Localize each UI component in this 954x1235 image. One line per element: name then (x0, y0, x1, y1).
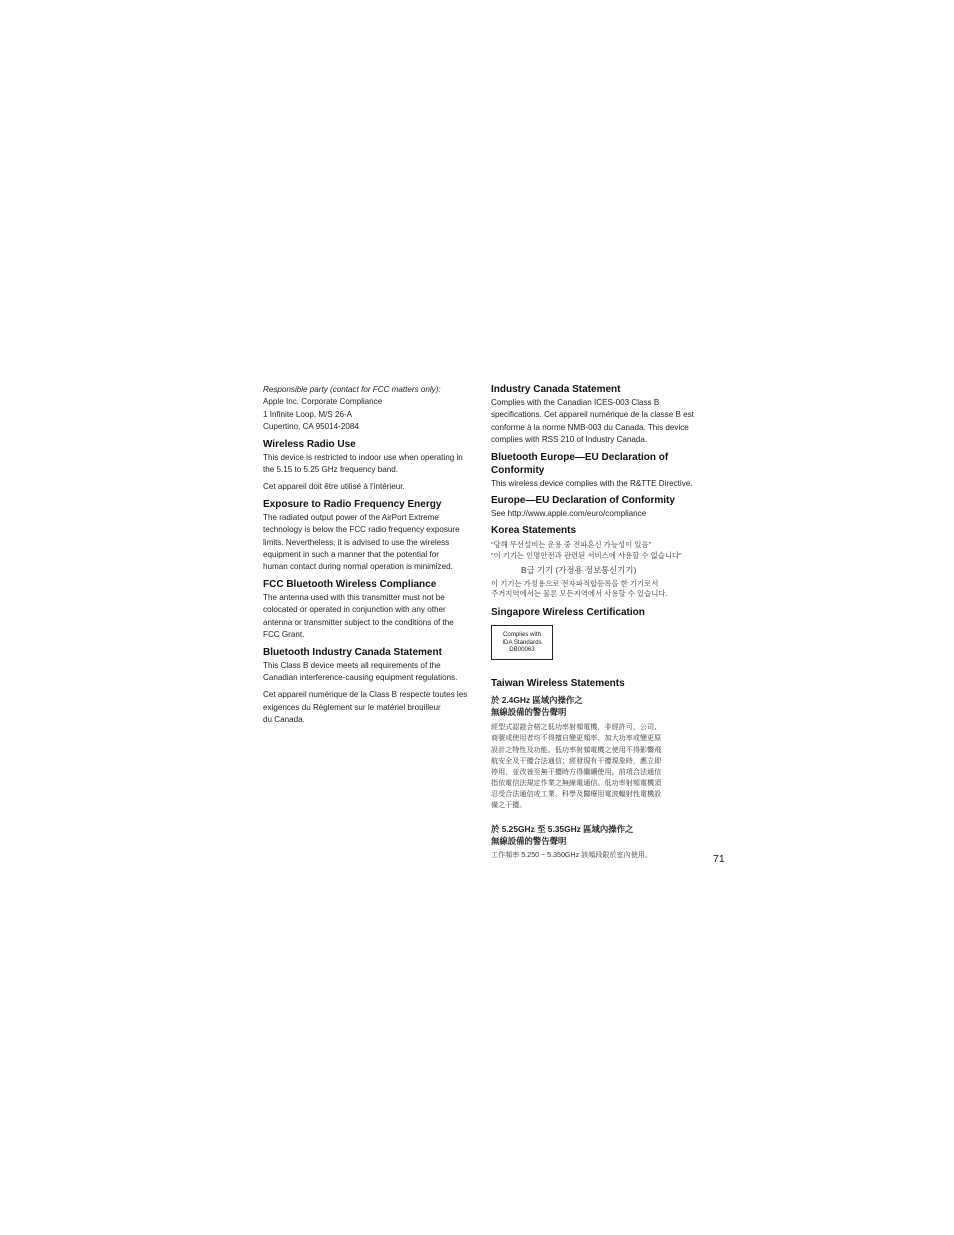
paragraph-line: Complies with the Canadian ICES-003 Class B (491, 398, 660, 407)
section-heading-line: Bluetooth Europe—EU Declaration of (491, 451, 669, 463)
left-column (263, 384, 479, 732)
ida-box-line: IDA Standards (502, 638, 542, 646)
paragraph-line: specifications. Cet appareil numérique de la classe B est (491, 410, 694, 420)
responsible-party-label: Responsible party (contact for FCC matters only): (263, 385, 441, 394)
korea-section (491, 525, 713, 599)
singapore-section (491, 607, 713, 660)
section-heading: Taiwan Wireless Statements (491, 678, 625, 690)
bluetooth-ic-section (263, 647, 479, 727)
paragraph-line: complies with RSS 210 of Industry Canada. (491, 435, 648, 445)
paragraph-line: limits. Nevertheless, it is advised to use the wireless (263, 537, 450, 547)
ida-compliance-mark (491, 625, 553, 660)
section-heading: Wireless Radio Use (263, 438, 356, 450)
paragraph-line: The radiated output power of the AirPort Extreme (263, 512, 439, 522)
taiwan-line: 忍受合法通信或工業、科學及醫療用電波輻射性電機設 (491, 789, 662, 798)
taiwan-section (491, 678, 713, 861)
section-heading: Singapore Wireless Certification (491, 607, 645, 619)
korea-line: “이 기기는 인명안전과 관련된 서비스에 사용할 수 없습니다” (491, 550, 682, 560)
paragraph-line: colocated or operated in conjunction with any other (263, 605, 446, 615)
compliance-link[interactable]: See http://www.apple.com/euro/compliance (491, 509, 647, 519)
taiwan-line: 經型式認證合格之低功率射頻電機，非經許可，公司、 (491, 723, 662, 732)
taiwan-line: 停用，並改善至無干擾時方得繼續使用。前項合法通信 (491, 767, 662, 776)
ida-box-line: Complies with (503, 631, 541, 639)
taiwan-paragraph: 工作頻率 5.250 ~ 5.350GHz 該頻段限於室內使用。 (491, 851, 653, 860)
paragraph-line: This Class B device meets all requirements of the (263, 660, 441, 670)
paragraph: This wireless device complies with the R&TTE Directive. (491, 478, 693, 488)
paragraph-line: Canadian interference-causing equipment regulations. (263, 672, 458, 682)
taiwan-line: 商號或使用者均不得擅自變更頻率、加大功率或變更原 (491, 734, 662, 743)
paragraph-line: The antenna used with this transmitter must not be (263, 592, 445, 602)
paragraph-line: technology is below the FCC radio frequency exposure (263, 525, 460, 535)
section-heading: Exposure to Radio Frequency Energy (263, 498, 442, 510)
section-heading: Industry Canada Statement (491, 384, 621, 395)
korea-line: 이 기기는 가정용으로 전자파적합등록을 한 기기로서 (491, 579, 659, 589)
paragraph-line: FCC Grant. (263, 630, 305, 640)
paragraph: Cet appareil doit être utilisé à l’intérieur. (263, 482, 405, 492)
paragraph-line: the 5.15 to 5.25 GHz frequency band. (263, 465, 398, 475)
taiwan-heading-line: 於 5.25GHz 至 5.35GHz 區域內操作之 (491, 824, 634, 835)
paragraph-line: antenna or transmitter subject to the conditions of the (263, 617, 454, 627)
taiwan-line: 備之干擾。 (491, 801, 527, 809)
bluetooth-eu-section (491, 452, 713, 490)
address-line: Apple Inc. Corporate Compliance (263, 397, 383, 407)
industry-canada-section (491, 384, 713, 447)
ida-box-line: DB00063 (509, 646, 535, 654)
section-heading-line: Conformity (491, 464, 545, 476)
eu-section (491, 495, 713, 520)
section-heading: Europe—EU Declaration of Conformity (491, 495, 675, 507)
responsible-party-block (263, 384, 479, 434)
address-line: 1 Infinite Loop, M/S 26-A (263, 409, 353, 419)
exposure-section (263, 499, 479, 574)
paragraph-line: equipment in such a manner that the potential for (263, 550, 439, 560)
taiwan-paragraph (491, 722, 713, 811)
taiwan-line: 航安全及干擾合法通信；經發現有干擾現象時，應立即 (491, 756, 662, 765)
paragraph-line: exigences du Règlement sur le matériel brouilleur (263, 702, 441, 712)
korea-class-label: B급 기기 (가정용 정보통신기기) (521, 564, 637, 575)
taiwan-line: 指依電信法規定作業之無線電通信。低功率射頻電機須 (491, 778, 662, 787)
korea-line: “당해 무선설비는 운용 중 전파혼신 가능성이 있음” (491, 540, 652, 550)
section-heading: FCC Bluetooth Wireless Compliance (263, 578, 437, 590)
section-heading: Korea Statements (491, 525, 577, 537)
section-heading: Bluetooth Industry Canada Statement (263, 646, 442, 658)
paragraph-line: du Canada. (263, 715, 305, 725)
paragraph-line: human contact during normal operation is minimized. (263, 562, 453, 572)
fcc-bluetooth-section (263, 579, 479, 642)
address-line: Cupertino, CA 95014-2084 (263, 422, 359, 432)
right-column (491, 384, 713, 873)
korea-line: 주거지역에서는 물론 모든지역에서 사용할 수 있습니다. (491, 589, 668, 599)
taiwan-line: 設計之特性及功能。低功率射頻電機之使用不得影響飛 (491, 745, 662, 754)
taiwan-heading-line: 於 2.4GHz 區域內操作之 (491, 695, 583, 706)
paragraph-line: Cet appareil numérique de la Class B respecte toutes les (263, 690, 468, 700)
taiwan-heading-line: 無線設備的警告聲明 (491, 707, 567, 718)
paragraph-line: This device is restricted to indoor use when operating in (263, 452, 463, 462)
taiwan-heading-line: 無線設備的警告聲明 (491, 836, 567, 847)
page-number: 71 (713, 853, 725, 865)
wireless-radio-section (263, 439, 479, 494)
paragraph-line: conforme à la norme NMB-003 du Canada. This device (491, 422, 689, 432)
